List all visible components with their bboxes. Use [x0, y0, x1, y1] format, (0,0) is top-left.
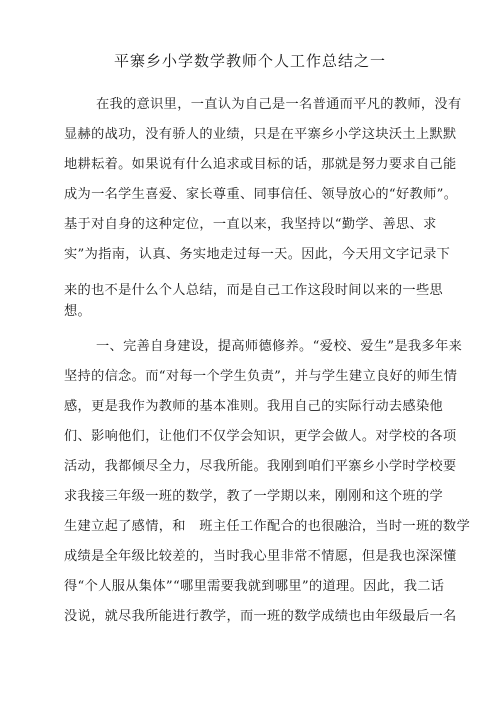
paragraph-line: 没说，就尽我所能进行教学，而一班的数学成绩也由年级最后一名	[64, 609, 457, 624]
paragraph-line: 活动，我都倾尽全力，尽我所能。我刚到咱们平寨乡小学时学校要	[64, 459, 457, 474]
paragraph-line: 在我的意识里，一直认为自己是一名普通而平凡的教师，没有	[96, 97, 462, 112]
paragraph-line: 坚持的信念。而“对每一个学生负责”，并与学生建立良好的师生情	[64, 369, 458, 384]
paragraph-line: 感，更是我作为教师的基本准则。我用自己的实际行动去感染他	[64, 399, 444, 414]
paragraph-line: 生建立起了感情，和 班主任工作配合的也很融洽，当时一班的数学	[64, 519, 471, 534]
paragraph-line: 得“个人服从集体”“哪里需要我就到哪里”的道理。因此，我二话	[64, 579, 445, 594]
paragraph-line: 一、完善自身建设，提高师德修养。“爱校、爱生”是我多年来	[96, 339, 463, 354]
paragraph-line: 想。	[64, 304, 92, 319]
paragraph-line: 地耕耘着。如果说有什么追求或目标的话，那就是努力要求自己能	[64, 157, 457, 172]
paragraph-line: 成绩是全年级比较差的，当时我心里非常不情愿，但是我也深深懂	[64, 549, 457, 564]
document-title: 平寨乡小学数学教师个人工作总结之一	[113, 52, 386, 70]
paragraph-line: 显赫的战功，没有骄人的业绩，只是在平寨乡小学这块沃土上默默	[64, 127, 457, 142]
paragraph-line: 来的也不是什么个人总结，而是自己工作这段时间以来的一些思	[64, 283, 444, 298]
paragraph-line: 基于对自身的这种定位，一直以来，我坚持以“勤学、善思、求	[64, 217, 437, 232]
paragraph-line: 实”为指南，认真、务实地走过每一天。因此，今天用文字记录下	[64, 247, 451, 262]
paragraph-line: 成为一名学生喜爱、家长尊重、同事信任、领导放心的“好教师”。	[64, 187, 458, 202]
paragraph-line: 们、影响他们，让他们不仅学会知识，更学会做人。对学校的各项	[64, 429, 457, 444]
paragraph-line: 求我接三年级一班的数学，教了一学期以来，刚刚和这个班的学	[64, 489, 444, 504]
